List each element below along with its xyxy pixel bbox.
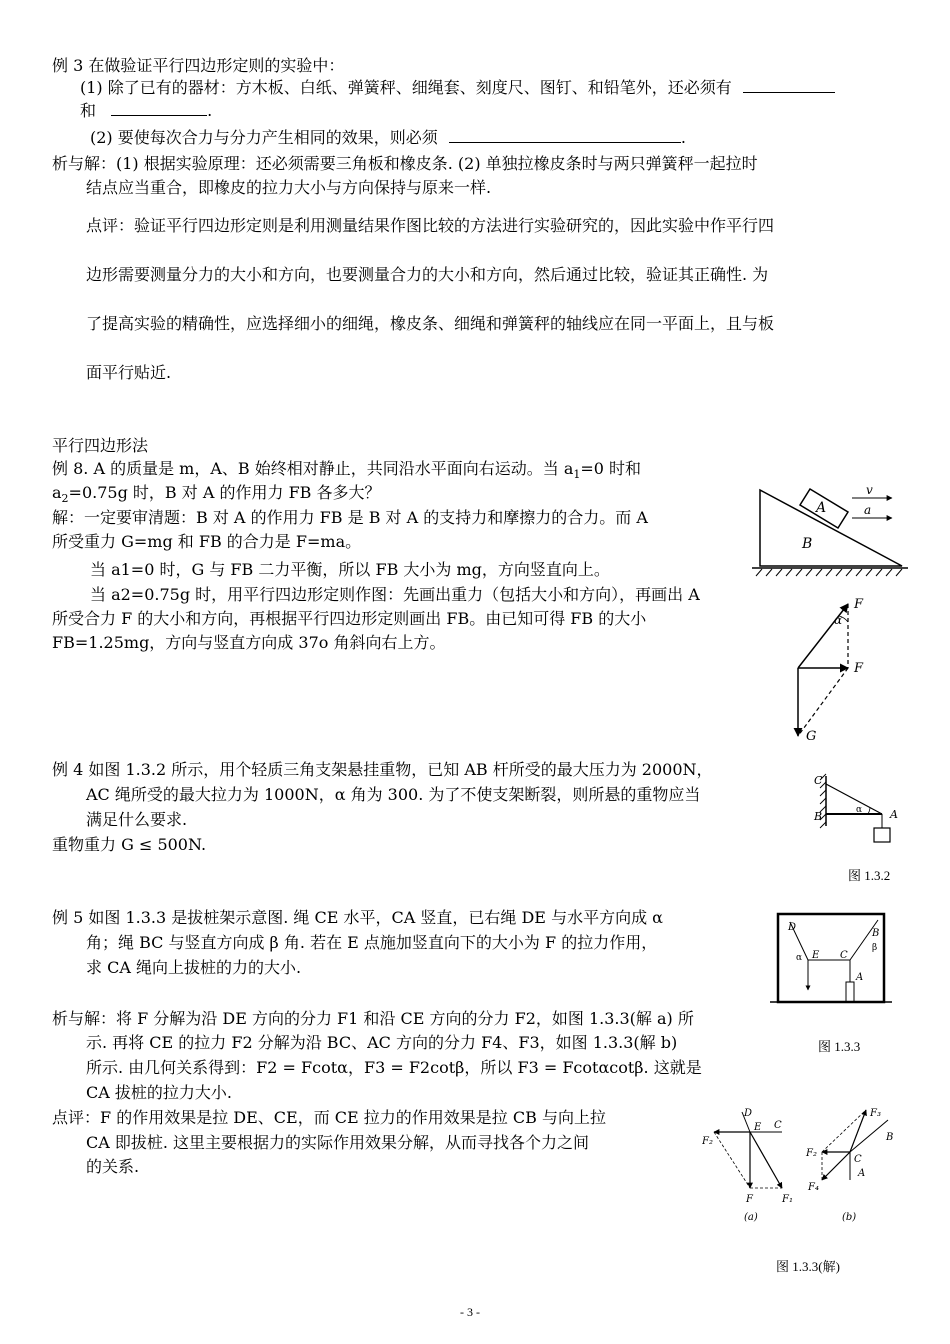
- label-a: A: [858, 1168, 866, 1179]
- label-b: B: [886, 1132, 894, 1143]
- label-b: B: [802, 536, 813, 552]
- label-e: E: [812, 950, 820, 961]
- ex3-comment-line-3: 了提高实验的精确性，应选择细小的细绳，橡皮条、细绳和弹簧秤的轴线应在同一平面上，且与板: [86, 314, 775, 333]
- label-alpha: α: [796, 953, 803, 963]
- label-alpha: α: [834, 613, 843, 627]
- ex5-analysis-4: CA 拔桩的拉力大小.: [86, 1083, 232, 1102]
- ex5-analysis-3: 所示. 由几何关系得到：F2 = Fcotα，F3 = F2cotβ，所以 F3 = Fcotαcotβ. 这就是: [86, 1058, 702, 1077]
- ex3-comment-line-4: 面平行贴近.: [86, 363, 172, 382]
- label-f: F: [854, 661, 864, 676]
- solution-figure-a: [702, 1104, 798, 1228]
- ex3-title: 例 3 在做验证平行四边形定则的实验中：: [52, 56, 345, 75]
- force-parallelogram-figure: [786, 596, 876, 744]
- ex5-analysis-2: 示. 再将 CE 的拉力 F2 分解为沿 BC、AC 方向的分力 F4、F3，如图 1.3.3(解 b): [86, 1033, 678, 1052]
- label-alpha: α: [856, 805, 863, 815]
- ex5-comment-3: 的关系.: [86, 1157, 140, 1176]
- ex4-line-3: 满足什么要求.: [86, 810, 188, 829]
- label-c: C: [854, 1154, 862, 1165]
- answer-blank-3[interactable]: [449, 128, 681, 143]
- label-f4: F₄: [808, 1182, 819, 1193]
- label-d: D: [788, 922, 797, 933]
- ex3-question-1-cont: 和 .: [80, 101, 213, 120]
- ex3-analysis-line-2: 结点应当重合，即橡皮的拉力大小与方向保持与原来一样.: [86, 178, 492, 197]
- label-b: B: [814, 810, 823, 823]
- figure-caption-1-3-3-solution: 图 1.3.3(解): [776, 1259, 840, 1274]
- label-fb: F: [854, 597, 864, 612]
- rope-ac: [826, 784, 882, 814]
- label-v: v: [866, 483, 873, 497]
- ex3-question-2: (2) 要使每次合力与分力产生相同的效果，则必须 .: [90, 128, 686, 147]
- label-b: B: [872, 928, 880, 939]
- incline-figure: [752, 478, 912, 578]
- ex8-line-7: 所受合力 F 的大小和方向，再根据平行四边形定则画出 FB。由已知可得 FB 的大小: [52, 609, 647, 628]
- section-title: 平行四边形法: [52, 436, 149, 455]
- ex5-analysis-1: 析与解：将 F 分解为沿 DE 方向的分力 F1 和沿 CE 方向的分力 F2，如图 1.3.3(解 a) 所: [52, 1009, 694, 1028]
- ex3-comment-line-2: 边形需要测量分力的大小和方向，也要测量合力的大小和方向，然后通过比较，验证其正确性. 为: [86, 265, 769, 284]
- pile: [846, 982, 854, 1002]
- ex3-comment-line-1: 点评：验证平行四边形定则是利用测量结果作图比较的方法进行实验研究的，因此实验中作平行四: [86, 216, 775, 235]
- label-a: A: [856, 972, 864, 983]
- label-c: C: [774, 1120, 782, 1131]
- ex8-line-4: 所受重力 G=mg 和 FB 的合力是 F=ma。: [52, 532, 362, 551]
- solution-figure-b: [800, 1104, 900, 1228]
- label-f2: F₂: [702, 1136, 713, 1147]
- ex8-line-8: FB=1.25mg，方向与竖直方向成 37o 角斜向右上方。: [52, 633, 446, 652]
- figure-caption-1-3-2: 图 1.3.2: [848, 868, 891, 883]
- label-e: E: [754, 1122, 762, 1133]
- label-a: A: [816, 500, 827, 516]
- answer-blank-2[interactable]: [111, 101, 207, 116]
- label-c: C: [840, 950, 848, 961]
- label-d: D: [744, 1108, 753, 1119]
- label-f1: F₁: [782, 1194, 793, 1205]
- ex3-analysis-line-1: 析与解：(1) 根据实验原理：还必须需要三角板和橡皮条. (2) 单独拉橡皮条时与两只弹簧秤一起拉时: [52, 154, 758, 173]
- ex5-line-2: 角；绳 BC 与竖直方向成 β 角. 若在 E 点施加竖直向下的大小为 F 的拉力作用，: [86, 933, 658, 952]
- label-acc: a: [864, 503, 872, 517]
- ex5-comment-2: CA 即拔桩. 这里主要根据力的实际作用效果分解，从而寻找各个力之间: [86, 1133, 590, 1152]
- label-g: G: [806, 729, 817, 744]
- label-f2: F₂: [806, 1148, 817, 1159]
- ex4-line-1: 例 4 如图 1.3.2 所示，用个轻质三角支架悬挂重物，已知 AB 杆所受的最大压力为 2000N，: [52, 760, 713, 779]
- hanging-weight: [874, 828, 890, 842]
- label-f: F: [746, 1194, 753, 1205]
- label-a: A: [890, 808, 898, 821]
- ex5-line-1: 例 5 如图 1.3.3 是拔桩架示意图. 绳 CE 水平，CA 竖直，已右绳 DE 与水平方向成 α: [52, 908, 663, 927]
- ex5-line-3: 求 CA 绳向上拔桩的力的大小.: [86, 958, 302, 977]
- label-c: C: [814, 774, 823, 787]
- triangle-bracket-figure: [812, 770, 908, 850]
- ex4-answer: 重物重力 G ≤ 500N.: [52, 835, 207, 854]
- answer-blank-1[interactable]: [743, 78, 835, 93]
- ex8-line-2: $a_2=0.75g$ 时，B 对 A 的作用力 FB 各多大？: [52, 483, 381, 506]
- label-beta: β: [872, 943, 878, 953]
- ex4-line-2: AC 绳所受的最大拉力为 1000N，α 角为 300. 为了不使支架断裂，则所悬的重物应当: [86, 785, 701, 804]
- figure-caption-1-3-3: 图 1.3.3: [818, 1039, 861, 1054]
- label-tag-a: (a): [744, 1212, 758, 1223]
- ex8-line-3: 解：一定要审清题：B 对 A 的作用力 FB 是 B 对 A 的支持力和摩擦力的合力。而 A: [52, 508, 648, 527]
- label-f3: F₃: [870, 1108, 881, 1119]
- ex5-comment-1: 点评：F 的作用效果是拉 DE、CE，而 CE 拉力的作用效果是拉 CB 与向上拉: [52, 1108, 606, 1127]
- ex8-line-1: 例 8. A 的质量是 m，A、B 始终相对静止，共同沿水平面向右运动。当 $a_1=0$ 时和: [52, 459, 642, 482]
- page-number: - 3 -: [460, 1305, 480, 1319]
- label-tag-b: (b): [842, 1212, 857, 1223]
- ex8-line-6: 当 a2=0.75g 时，用平行四边形定则作图：先画出重力（包括大小和方向），再画出 A: [90, 585, 700, 604]
- ex8-line-5: 当 a1=0 时，G 与 FB 二力平衡，所以 FB 大小为 mg，方向竖直向上。: [90, 560, 610, 579]
- ex3-question-1: (1) 除了已有的器材：方木板、白纸、弹簧秤、细绳套、刻度尺、图钉、和铅笔外，还必须有: [80, 78, 835, 98]
- pile-frame-figure: [768, 910, 894, 1010]
